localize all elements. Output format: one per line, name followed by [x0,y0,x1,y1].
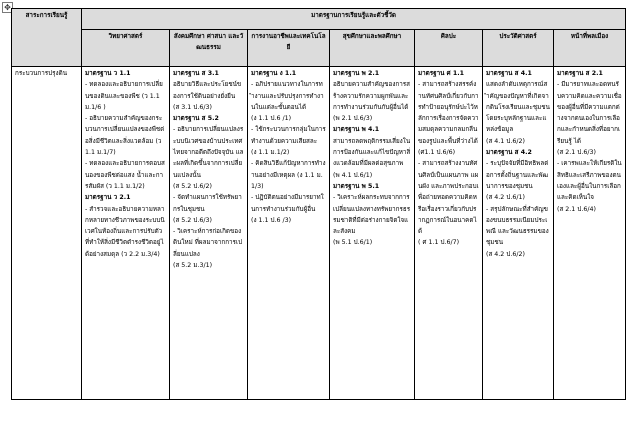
indicator-text: (พ 5.1 ป.6/1) [333,239,373,247]
indicator-text: (ส 5.2 ป.6/2) [173,182,212,190]
standard-code: มาตรฐาน ว 2.1 [85,194,131,202]
indicator-text: - ระบุปัจจัยที่มีอิทธิพลต่อการตั้งถิ่นฐานและพัฒนาการของชุมชน [486,160,549,190]
indicator-text: (ส 4.1 ป.6/2) [486,137,525,145]
arts-cell [415,67,483,400]
standards-table [11,8,626,400]
indicator-text: - สรุปลักษณะที่สำคัญของขนบธรรมเนียมประเพณี และวัฒนธรรมของชุมชน [486,205,549,247]
standard-code: มาตรฐาน ส 4.1 [486,70,532,77]
indicator-text: - เคารพและให้เกียรติในสิทธิและเสรีภาพของตนเองและผู้อื่นในการเลือกและคิดเห็นใจ [557,160,622,202]
history-cell [483,67,554,400]
indicator-text: (ส 5.2 ป.6/3) [173,216,212,224]
indicator-text: - ทดลองและอธิบายการตอบสนองของพืชต่อแสง น้ำและการสัมผัส (ว 1.1 ม.1/2) [85,160,165,190]
career-technology-cell [248,67,330,400]
indicator-text: - วิเคราะห์ผลกระทบจากการเปลี่ยนแปลงทางทรัพยากรธรรมชาติที่มีต่อร่างกายจิตใจและสังคม [333,194,411,236]
header-history: ประวัติศาสตร์ [483,30,554,67]
header-career-technology: การงานอาชีพและเทคโนโลยี [248,30,330,67]
indicator-text: (ส 4.2 ป.6/2) [486,250,525,258]
civics-cell [554,67,626,400]
standard-code: มาตรฐาน พ 5.1 [333,182,380,190]
indicator-text: - คิดสินวิธีแก้ปัญหาการทำงานอย่างมีเหตุผล (ง 1.1 ม.1/3) [251,160,326,190]
indicator-text: - อภิปรายแนวทางในการทำงานและปรับปรุงการทำงานในแต่ละขั้นตอนได้ [251,81,324,111]
header-learning-area: สาระการเรียนรู้ [12,9,82,67]
indicator-text: (ส 4.2 ป.6/1) [486,194,525,202]
indicator-text: - สามารถสร้างงานทัศนศิลป์เป็นแผนภาพ แผนผัง และภาพประกอบเพื่อถ่ายทอดความคิดหรือเรื่องราวเกี่ยวกับปรากฏการณ์ในอนาคตได้ [418,160,479,236]
standard-code: มาตรฐาน ง 1.1 [251,70,297,77]
header-social-studies: สังคมศึกษา ศาสนา และวัฒนธรรม [170,30,248,67]
indicator-text: ( ศ 1.1 ป.6/7) [418,239,460,247]
standard-code: มาตรฐาน ส 2.1 [557,70,603,77]
indicator-text: (พ 4.1 ป.6/1) [333,171,373,179]
indicator-text: (ศ1.1 ป.6/6) [418,149,456,157]
indicator-text: - สามารถสร้างสรรค์งานทัศนศิลป์เกี่ยวกับการทำป้ายอนุรักษ์ปะไว้หลักการเรื่องการจัดความสมดุลความกลมกลืนของรูปและพื้นที่ว่างได้ [418,81,479,145]
indicator-text: - ใช้กระบวนการกลุ่มในการทำงานด้วยความเสียสละ [251,126,326,145]
indicator-text: - ปฏิบัติตนอย่างมีมารยาทในการทำงานร่วมกับผู้อื่น [251,194,324,213]
science-cell [82,67,170,400]
indicator-text: (พ 2.1 ป.6/3) [333,115,373,123]
header-arts: ศิลปะ [415,30,483,67]
social-studies-cell [170,67,248,400]
header-health-pe: สุขศึกษาและพลศึกษา [330,30,415,67]
standard-code: มาตรฐาน ส 5.2 [173,115,219,123]
indicator-text: (ง 1.1 ป.6 /1) [251,115,292,123]
standard-code: มาตรฐาน ศ 1.1 [418,70,465,77]
indicator-text: - สำรวจและอธิบายความหลากหลายทางชีวภาพของระบบนิเวศในท้องถิ่นและการปรับตัวที่ทำให้สิ่งมีชีวิตดำรงชีวิตอยู่ได้อย่างสมดุล (ว 2.2 ม.3/4) [85,205,165,258]
standard-code: มาตรฐาน พ 4.1 [333,126,380,134]
indicator-text: สามารถลดพฤติกรรมเสี่ยงในการป้องกันและแก้ไขปัญหาสิ่งแวดล้อมที่มีผลต่อสุขภาพ [333,137,411,168]
standard-code: มาตรฐาน พ 2.1 [333,70,380,77]
header-civics: หน้าที่พลเมือง [554,30,626,67]
indicator-text: (ส 3.1 ป.6/3) [173,103,212,111]
indicator-text: - มีมารยาทและอดทนรับความคิดและความเชื่อของผู้อื่นที่มีความแตกต่างจากตนเองในการเลือกและกำหนดสิ่งที่อยากเรียนรู้ ได้ [557,81,622,145]
indicator-text: - ทดลองและอธิบายการเปลี่ยนของดินและของพืช (ว 1.1 ม.1/6 ) [85,81,163,111]
table-row [12,67,626,400]
indicator-text: (ส 5.2 ม.3/1) [173,262,213,270]
indicator-text: - จัดทำแผนการใช้ทรัพยากรในชุมชน [173,194,242,213]
indicator-text: (ง 1.1 ป.6 /3) [251,216,292,224]
indicator-text: - อธิบายความสำคัญของกระบวนการเปลี่ยนแปลงของพืชต่อสิ่งมีชีวิตและสิ่งแวดล้อม (ว 1.1 ม.1/7) [85,115,165,157]
indicator-text: - วิเคราะห์การก่อเกิดของดินใหม่ ที่ผลมาจากการเปลี่ยนแปลง [173,228,243,258]
table-move-handle-icon[interactable]: ✥ [2,2,13,13]
header-science: วิทยาศาสตร์ [82,30,170,67]
indicator-text: (ส 2.1 ป.6/3) [557,149,596,157]
indicator-text: อธิบายความสำคัญของการสร้างความรักความผูกพันและการทำงานร่วมกันกับผู้อื่นได้ [333,81,410,111]
standard-code: มาตรฐาน ส 3.1 [173,70,219,77]
header-standards-group: มาตรฐานการเรียนรู้และตัวชี้วัด [82,9,626,30]
learning-area-cell: กระบวนการปรุงดิน [12,67,82,400]
indicator-text: (ง 1.1 ม.1/2) [251,149,290,157]
health-pe-cell [330,67,415,400]
indicator-text: - อธิบายการเปลี่ยนแปลงระบบนิเวศของบ้านประเทศไทยจากอดีตถึงปัจจุบัน และผลที่เกิดขึ้นจากการเปลี่ยนแปลงนั้น [173,126,244,179]
indicator-text: (ส 2.1 ป.6/4) [557,205,596,213]
standard-code: มาตรฐาน ว 1.1 [85,70,131,77]
indicator-text: อธิบายวิธีและประโยชน์ของการใช้ดินอย่างยั่งยืน [173,81,242,100]
standard-code: มาตรฐาน ส 4.2 [486,149,532,157]
indicator-text: แสดงลำดับเหตุการณ์สำคัญของปัญหาที่เกิดจากดินโรงเรียนและชุมชนโดยระบุหลักฐานและแหล่งข้อมูล [486,81,550,134]
